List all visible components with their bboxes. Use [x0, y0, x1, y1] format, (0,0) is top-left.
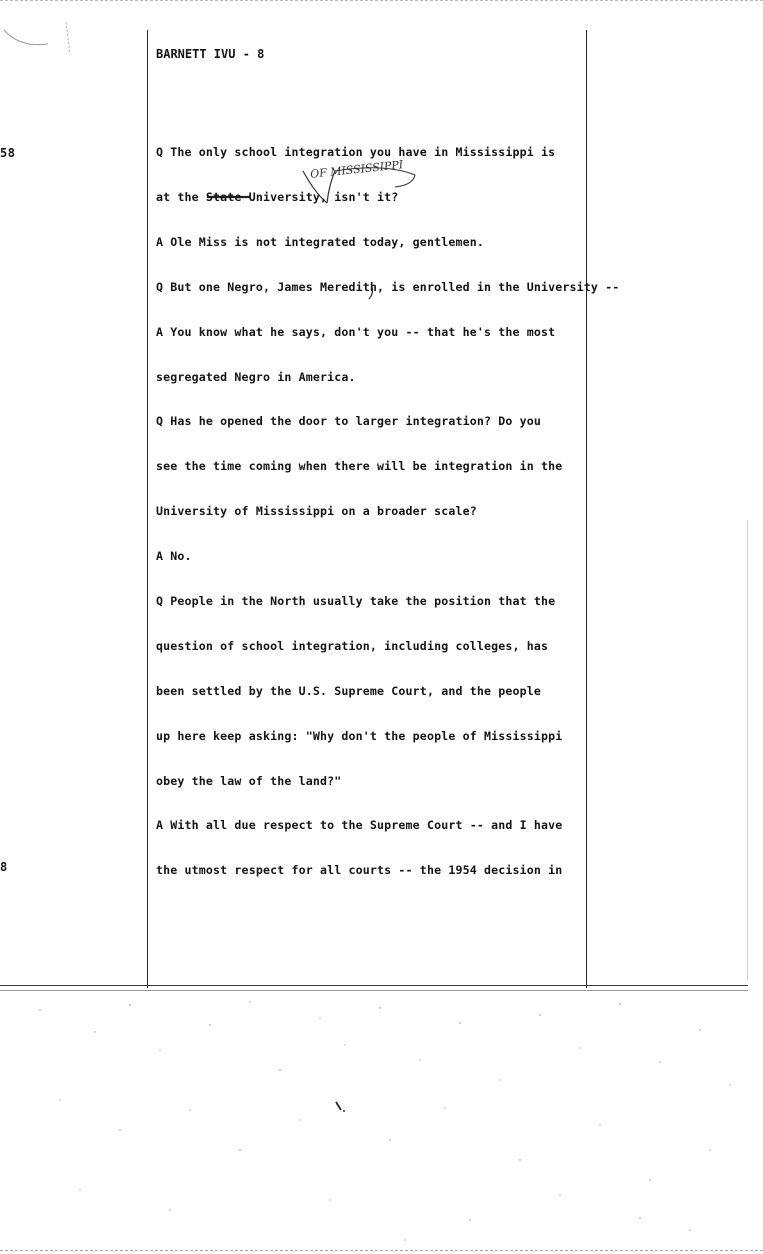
transcript-line: Q People in the North usually take the position that the: [156, 594, 556, 608]
transcript-line: University of Mississippi on a broader scale?: [156, 504, 477, 518]
transcript-line: A With all due respect to the Supreme Court -- and I have: [156, 818, 563, 832]
bottom-border: [0, 1250, 763, 1251]
transcript-line: A Ole Miss is not integrated today, gentlemen.: [156, 235, 484, 249]
transcript-line: obey the law of the land?": [156, 774, 342, 788]
margin-line-number: 8: [0, 860, 8, 874]
transcript-line: Q But one Negro, James Meredith, is enrolled in the University --: [156, 280, 620, 294]
transcript-line: Q Has he opened the door to larger integration? Do you: [156, 414, 542, 428]
transcript-line: been settled by the U.S. Supreme Court, and the people: [156, 684, 542, 698]
transcript-line: see the time coming when there will be integration in the: [156, 459, 563, 473]
transcript-line: question of school integration, including colleges, has: [156, 639, 549, 653]
transcript-line: A You know what he says, don't you -- that he's the most: [156, 325, 556, 339]
handwritten-annotation: OF MISSISSIPPI: [309, 158, 404, 181]
page-header: BARNETT IVU - 8: [156, 47, 265, 61]
transcript-line: at the State University, isn't it?: [156, 190, 399, 204]
scan-noise-area: [0, 990, 763, 1250]
corner-smudge: [0, 18, 80, 58]
right-margin-rule: [586, 30, 587, 988]
page-bottom-rule: [0, 985, 748, 986]
transcript-line: A No.: [156, 549, 192, 563]
transcript-line: segregated Negro in America.: [156, 370, 356, 384]
left-margin-rule: [147, 30, 148, 988]
far-right-rule: [747, 520, 748, 980]
transcript-line: up here keep asking: "Why don't the people of Mississippi: [156, 729, 563, 743]
margin-line-number: 58: [0, 146, 16, 160]
top-border: [0, 0, 763, 1]
transcript-line: the utmost respect for all courts -- the 1954 decision in: [156, 863, 563, 877]
transcript-line: Q The only school integration you have in Mississippi is: [156, 145, 556, 159]
